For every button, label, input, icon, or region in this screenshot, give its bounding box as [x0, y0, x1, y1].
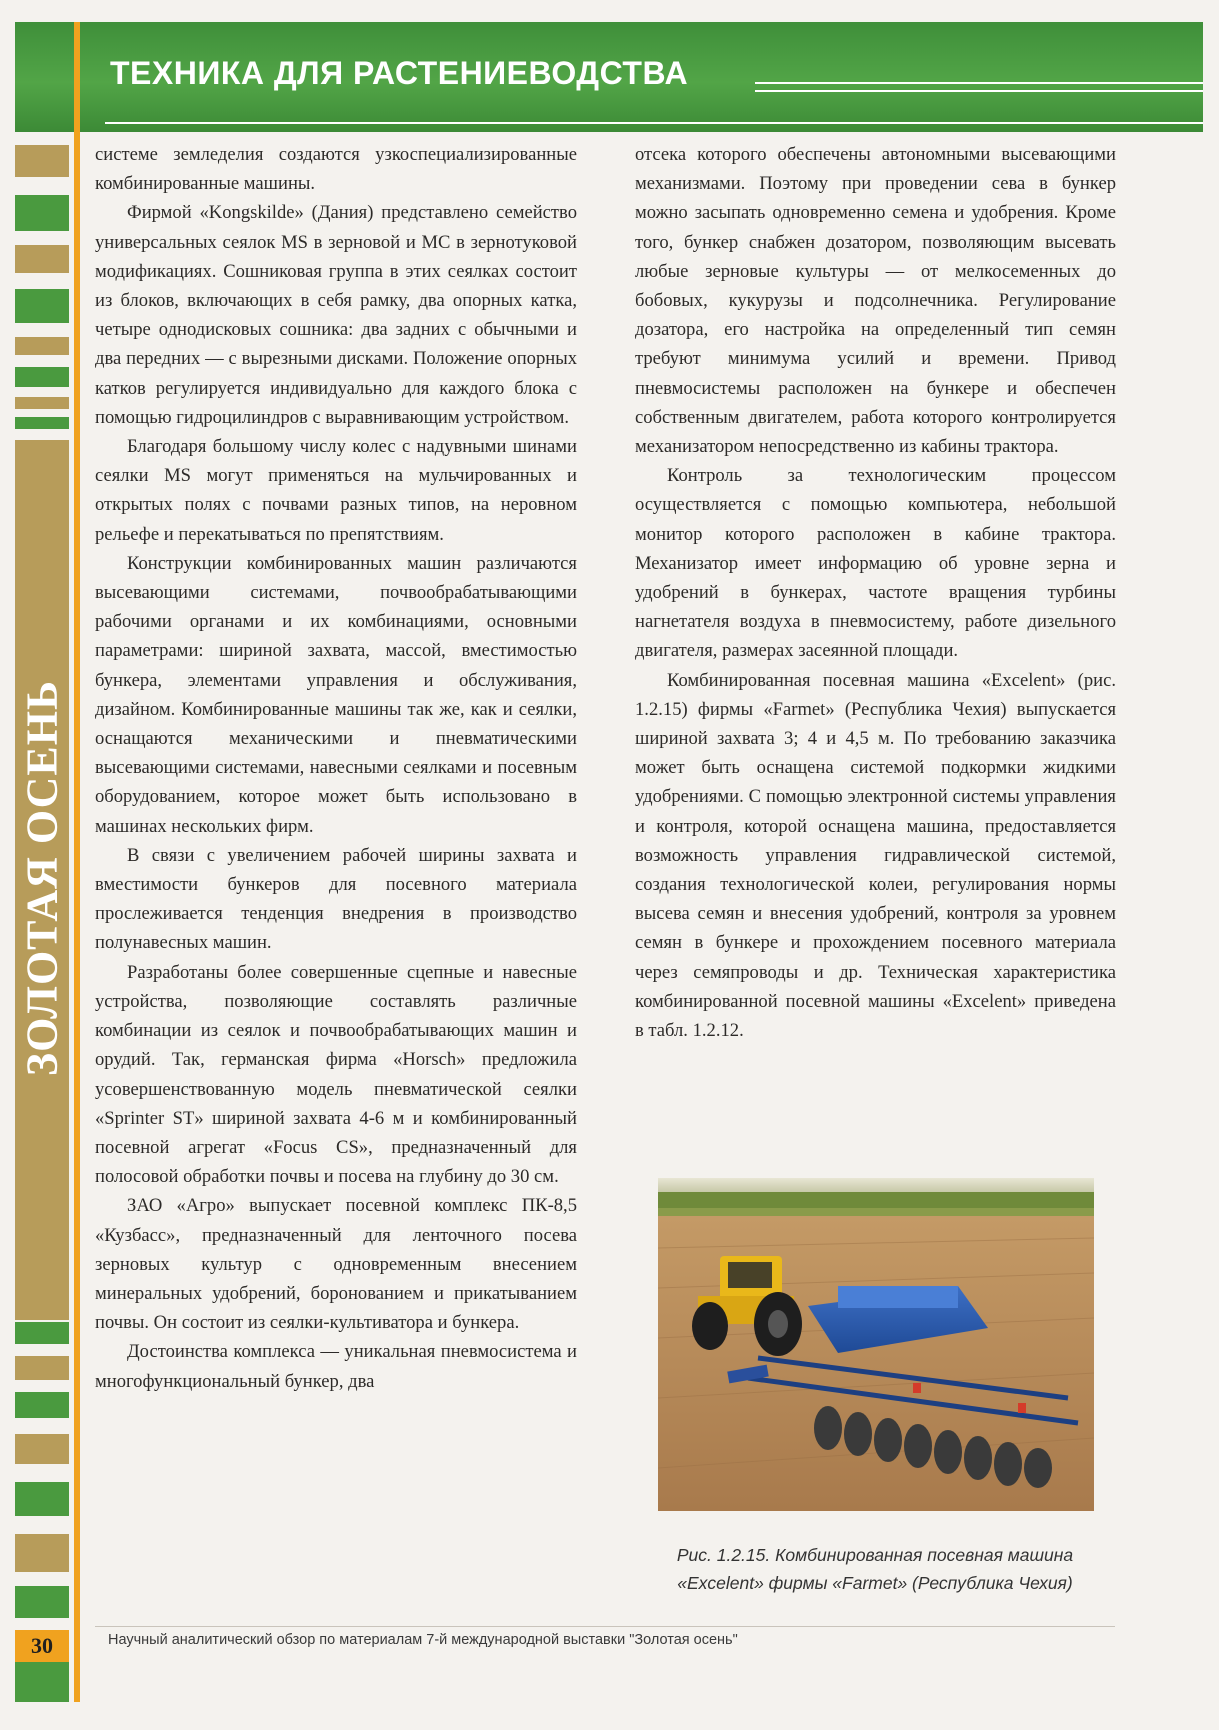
header-rule [755, 90, 1203, 92]
sidebar-block [15, 289, 69, 323]
paragraph: Благодаря большому числу колес с надувными шинами сеялки MS могут применяться на мульчированных и открытых полях с почвами разных типов, на неровном рельефе и перекатываться по препятствиям. [95, 436, 577, 545]
section-header [15, 22, 1203, 132]
sidebar-block [15, 1434, 69, 1464]
paragraph: Фирмой «Kongskilde» (Дания) представлено семейство универсальных сеялок MS в зерновой и MC в зернотуковой модификациях. Сошниковая группа в этих сеялках состоит из блоков, включающих в себя рамку, два опорных катка, четыре однодисковых сошника: два задних с обычными и два передних — с вырезными дисками. Положение опорных катков регулируется индивидуально для каждого блока с помощью гидроцилиндров с выравнивающим устройством. [95, 202, 577, 428]
paragraph: Конструкции комбинированных машин различаются высевающими системами, почвообрабатывающими рабочими органами и их комбинациями, основными параметрами: шириной захвата, массой, вместимостью бункера, элементами управления и обслуживания, дизайном. Комбинированные машины так же, как и сеялки, оснащаются механическими и пневматическими высевающими системами, навесными сеялками и посевным оборудованием, которое может быть использовано в машинах нескольких фирм. [95, 552, 577, 837]
sidebar-block [15, 1586, 69, 1618]
page-number: 30 [15, 1630, 69, 1662]
sidebar-block [15, 1392, 69, 1418]
header-rule [105, 122, 1203, 124]
sidebar-block [15, 195, 69, 231]
footer-block [15, 1662, 69, 1702]
right-text-column [635, 140, 1116, 1045]
footer-text: Научный аналитический обзор по материалам 7-й международной выставки "Золотая осень" [108, 1632, 738, 1648]
sidebar-block [15, 1322, 69, 1344]
left-text-column [95, 140, 577, 1396]
sidebar-block [15, 245, 69, 273]
sidebar-block [15, 367, 69, 387]
paragraph: системе земледелия создаются узкоспециализированные комбинированные машины. [95, 144, 577, 195]
paragraph: В связи с увеличением рабочей ширины захвата и вместимости бункеров для посевного материала прослеживается тенденция внедрения в производство полунавесных машин. [95, 844, 577, 954]
sidebar-block [15, 1356, 69, 1380]
paragraph: отсека которого обеспечены автономными высевающими механизмами. Поэтому при проведении сева в бункер можно засыпать одновременно семена и удобрения. Кроме того, бункер снабжен дозатором, позволяющим высевать любые зерновые культуры — от мелкосеменных до бобовых, кукурузы и подсолнечника. Регулирование дозатора, его настройка на определенный тип семян требуют минимума усилий и времени. Привод пневмосистемы расположен на бункере и обеспечен собственным двигателем, работа которого контролируется механизатором непосредственно из кабины трактора. [635, 144, 1116, 458]
sidebar-vertical-title: ЗОЛОТАЯ ОСЕНЬ [17, 679, 67, 1077]
paragraph: Разработаны более совершенные сцепные и навесные устройства, позволяющие составлять различные комбинации из сеялок и почвообрабатывающих машин и орудий. Так, германская фирма «Horsch» предложила усовершенствованную модель пневматической сеялки «Sprinter ST» шириной захвата 4-6 м и комбинированный посевной агрегат «Focus CS», предназначенный для полосовой обработки почвы и посева на глубину до 30 см. [95, 961, 577, 1188]
sidebar-block [15, 337, 69, 355]
paragraph: Контроль за технологическим процессом осуществляется с помощью компьютера, небольшой монитор которого расположен в кабине трактора. Механизатор имеет информацию об уровне зерна и удобрений в бункерах, частоте вращения турбины нагнетателя воздуха в пневмосистему, работе дизельного двигателя, размерах засеянной площади. [635, 465, 1116, 662]
figure-photo-seeder [658, 1178, 1094, 1511]
paragraph: Комбинированная посевная машина «Excelent» (рис. 1.2.15) фирмы «Farmet» (Республика Чехия) выпускается шириной захвата 3; 4 и 4,5 м. По требованию заказчика может быть оснащена системой подкормки жидкими удобрениями. С помощью электронной системы управления и контроля, которой оснащена машина, предоставляется возможность управления гидравлической системой, создания технологической колеи, регулирования нормы высева семян и внесения удобрений, контроля за уровнем семян в бункере и прохождением посевного материала через семяпроводы и др. Техническая характеристика комбинированной посевной машины «Excelent» приведена в табл. 1.2.12. [635, 669, 1116, 1042]
paragraph: Достоинства комплекса — уникальная пневмосистема и многофункциональный бункер, два [95, 1341, 577, 1392]
footer-rule [95, 1626, 1115, 1627]
paragraph: ЗАО «Агро» выпускает посевной комплекс ПК-8,5 «Кузбасс», предназначенный для ленточного посева зерновых культур с одновременным внесением минеральных удобрений, боронованием и прикатыванием почвы. Он состоит из сеялки-культиватора и бункера. [95, 1195, 577, 1334]
figure-caption: Рис. 1.2.15. Комбинированная посевная машина «Excelent» фирмы «Farmet» (Республика Чехия) [676, 1545, 1074, 1593]
sidebar-block [15, 417, 69, 429]
section-title: ТЕХНИКА ДЛЯ РАСТЕНИЕВОДСТВА [110, 55, 689, 91]
header-rule [755, 82, 1203, 84]
sidebar-block [15, 1482, 69, 1516]
sidebar-block [15, 1534, 69, 1572]
orange-vertical-rule [74, 22, 80, 1702]
sidebar-block [15, 145, 69, 177]
sidebar-block [15, 397, 69, 409]
